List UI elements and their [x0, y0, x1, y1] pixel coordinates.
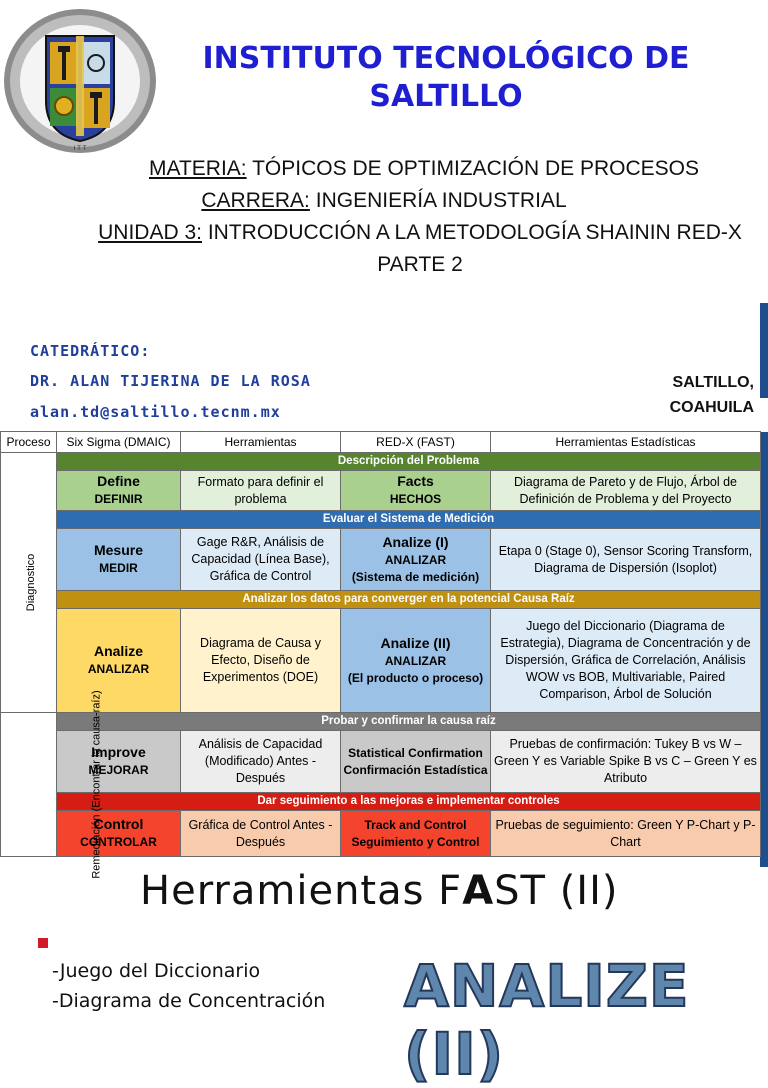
location: SALTILLO, COAHUILA	[669, 374, 754, 416]
list-item: -Diagrama de Concentración	[52, 990, 326, 1012]
tools-measure: Gage R&R, Análisis de Capacidad (Línea Base), Gráfica de Control	[181, 529, 341, 591]
table-row	[1, 529, 761, 591]
table-row	[1, 609, 761, 713]
dmaic-analyze: Analize ANALIZAR	[57, 609, 181, 713]
dmaic-control: Control CONTROLAR	[57, 811, 181, 857]
header-process: Proceso	[1, 432, 57, 453]
analize-badge: ANALIZE (II)	[404, 952, 690, 1088]
stats-measure: Etapa 0 (Stage 0), Sensor Scoring Transform, Diagrama de Dispersión (Isoplot)	[491, 529, 761, 591]
professor-name: DR. ALAN TIJERINA DE LA ROSA	[30, 372, 311, 390]
table-row	[1, 811, 761, 857]
band-row	[1, 591, 761, 609]
band-row	[1, 793, 761, 811]
band-follow-up: Dar seguimiento a las mejoras e implementar controles	[57, 793, 761, 811]
redx-facts: Facts HECHOS	[341, 471, 491, 511]
institution-title: INSTITUTO TECNOLÓGICO DE SALTILLO	[202, 41, 690, 114]
tools-define: Formato para definir el problema	[181, 471, 341, 511]
redx-analize-2: Analize (II) ANALIZAR (El producto o proceso)	[341, 609, 491, 713]
stats-control: Pruebas de seguimiento: Green Y P-Chart y P-Chart	[491, 811, 761, 857]
dmaic-redx-table	[0, 431, 761, 879]
stats-analyze: Juego del Diccionario (Diagrama de Estrategia), Diagrama de Concentración y de Dispersión, Gráfica de Correlación, Análisis WOW vs BOB, Multivariable, Paired Comparison, Árbol de Solución	[491, 609, 761, 713]
right-accent-bar	[760, 432, 768, 867]
band-confirm-root-cause: Probar y confirmar la causa raíz	[57, 713, 761, 731]
side-label-diagnostic: Diagnostico	[1, 453, 57, 713]
career-line: CARRERA: INGENIERÍA INDUSTRIAL	[201, 189, 567, 212]
dmaic-define: Define DEFINIR	[57, 471, 181, 511]
professor-label: CATEDRÁTICO:	[30, 342, 151, 360]
unit-line: UNIDAD 3: INTRODUCCIÓN A LA METODOLOGÍA SHAININ RED-X	[98, 221, 742, 244]
band-problem-description: Descripción del Problema	[57, 453, 761, 471]
table-row	[1, 731, 761, 793]
table-row	[1, 471, 761, 511]
band-row	[1, 453, 761, 471]
svg-text:I T T: I T T	[73, 145, 87, 152]
header-tools: Herramientas	[181, 432, 341, 453]
table-header-row	[1, 432, 761, 453]
redx-track-and-control: Track and Control Seguimiento y Control	[341, 811, 491, 857]
side-label-remediation: Remediación (Encontrar la causa-raíz)	[1, 713, 57, 857]
redx-analize-1: Analize (I) ANALIZAR (Sistema de medición)	[341, 529, 491, 591]
header-stat-tools: Herramientas Estadísticas	[491, 432, 761, 453]
dmaic-measure: Mesure MEDIR	[57, 529, 181, 591]
stats-improve: Pruebas de confirmación: Tukey B vs W – Green Y es Variable Spike B vs C – Green Y es Atributo	[491, 731, 761, 793]
tools-control: Gráfica de Control Antes - Después	[181, 811, 341, 857]
bullet-square-icon	[38, 938, 48, 948]
band-analyze-data: Analizar los datos para converger en la potencial Causa Raíz	[57, 591, 761, 609]
header-redx: RED-X (FAST)	[341, 432, 491, 453]
subject-line: MATERIA: TÓPICOS DE OPTIMIZACIÓN DE PROCESOS	[149, 157, 699, 180]
tools-improve: Análisis de Capacidad (Modificado) Antes - Después	[181, 731, 341, 793]
dmaic-improve: Improve MEJORAR	[57, 731, 181, 793]
professor-email[interactable]: alan.td@saltillo.tecnm.mx	[30, 403, 281, 421]
institute-seal-logo	[2, 6, 158, 156]
band-row	[1, 511, 761, 529]
stats-define: Diagrama de Pareto y de Flujo, Árbol de Definición de Problema y del Proyecto	[491, 471, 761, 511]
right-accent-bar	[760, 303, 768, 398]
band-measurement-system: Evaluar el Sistema de Medición	[57, 511, 761, 529]
band-row	[1, 713, 761, 731]
header-six-sigma: Six Sigma (DMAIC)	[57, 432, 181, 453]
redx-statistical-confirmation: Statistical Confirmation Confirmación Estadística	[341, 731, 491, 793]
fast-tools-title: Herramientas FAST (II)	[140, 868, 619, 914]
list-item: -Juego del Diccionario	[52, 960, 261, 982]
tools-analyze: Diagrama de Causa y Efecto, Diseño de Experimentos (DOE)	[181, 609, 341, 713]
part-line: PARTE 2	[377, 253, 463, 276]
